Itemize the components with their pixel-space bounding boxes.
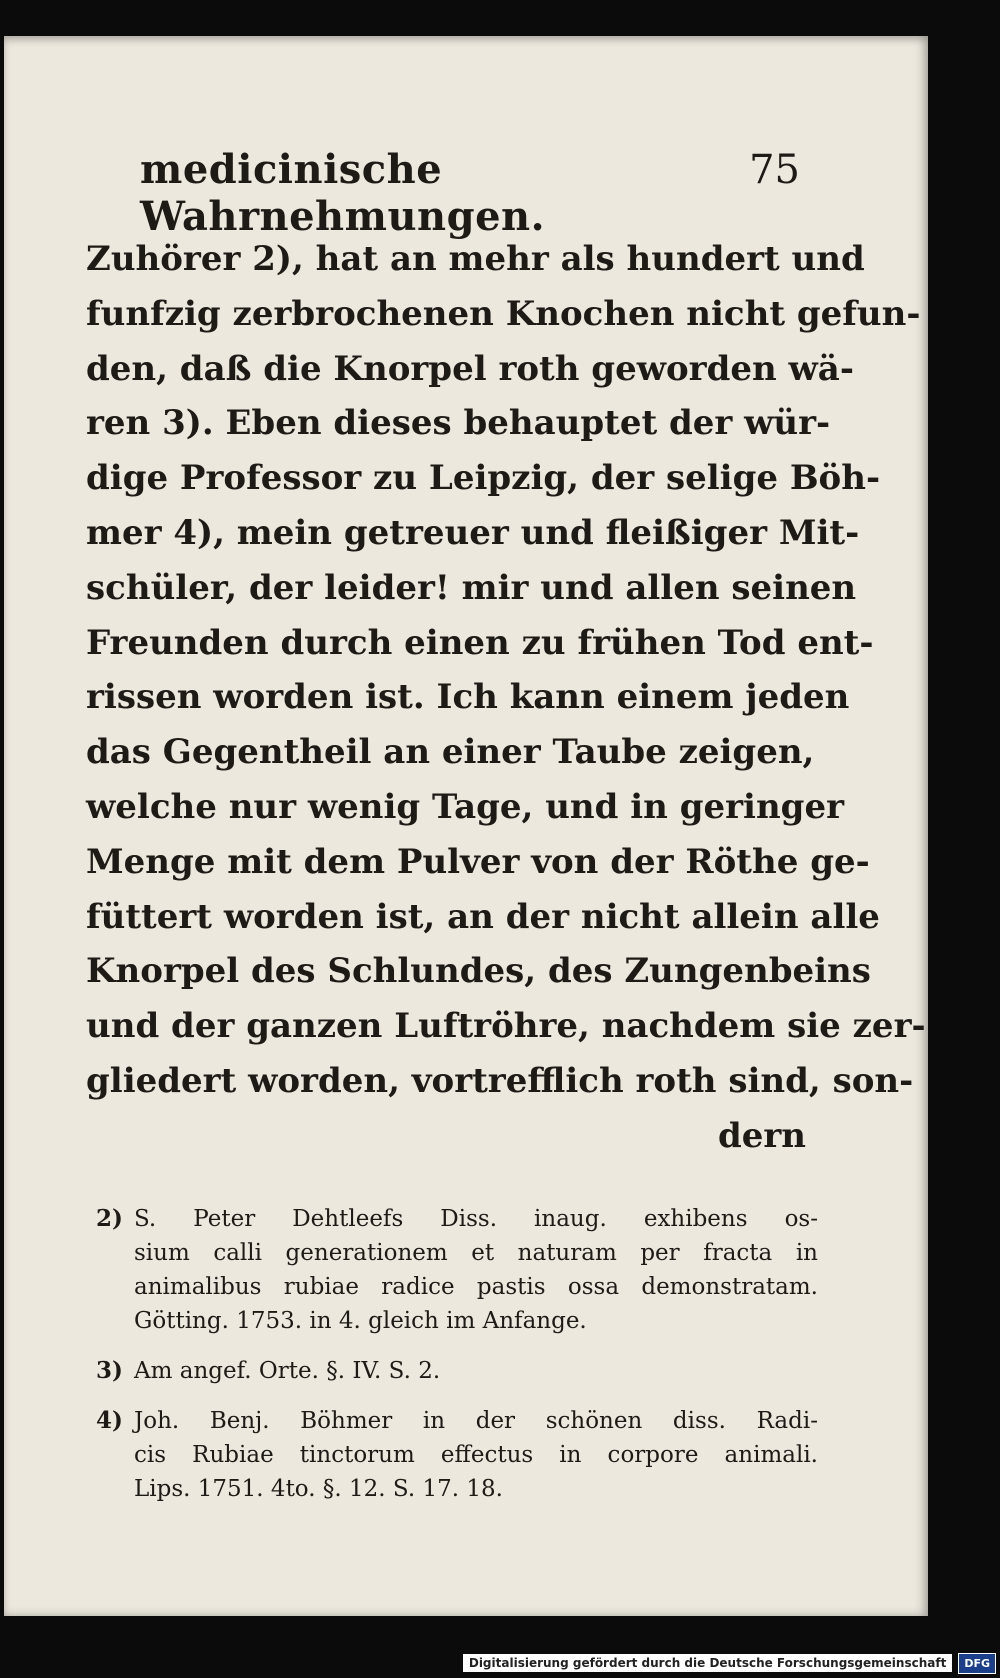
footnote-3	[96, 1354, 818, 1388]
footnote-text	[134, 1404, 818, 1506]
footnote-text	[134, 1202, 818, 1338]
book-page	[4, 36, 928, 1616]
footnote-line: sium calli generationem et naturam per fracta in	[134, 1240, 818, 1266]
text-line: schüler, der leider! mir und allen seinen	[86, 567, 857, 608]
footnote-line: S. Peter Dehtleefs Diss. inaug. exhibens os-	[134, 1206, 818, 1232]
funding-caption: Digitalisierung gefördert durch die Deutsche Forschungsgemeinschaft	[463, 1654, 952, 1672]
text-line: Freunden durch einen zu frühen Tod ent-	[86, 622, 874, 663]
text-line: mer 4), mein getreuer und fleißiger Mit-	[86, 512, 860, 553]
footnote-line: Lips. 1751. 4to. §. 12. S. 17. 18.	[134, 1476, 503, 1502]
footnote-line: cis Rubiae tinctorum effectus in corpore animali.	[134, 1442, 818, 1468]
text-line: Knorpel des Schlundes, des Zungenbeins	[86, 951, 871, 992]
footnote-line: animalibus rubiae radice pastis ossa demonstratam.	[134, 1274, 818, 1300]
text-line: gliedert worden, vortrefflich roth sind, son-	[86, 1060, 914, 1101]
footnote-line: Am angef. Orte. §. IV. S. 2.	[134, 1358, 441, 1384]
footnote-mark: 3)	[96, 1357, 123, 1384]
footnote-text	[134, 1354, 818, 1388]
text-line: Menge mit dem Pulver von der Röthe ge-	[86, 841, 870, 882]
footnotes	[96, 1202, 818, 1522]
running-title: medicinische Wahrnehmungen.	[140, 146, 546, 240]
text-line: ren 3). Eben dieses behauptet der wür-	[86, 403, 831, 444]
catchword: dern	[717, 1115, 806, 1156]
running-header	[140, 146, 800, 240]
text-line: dige Professor zu Leipzig, der selige Böh-	[86, 458, 881, 499]
footnote-4	[96, 1404, 818, 1506]
text-line: funfzig zerbrochenen Knochen nicht gefun-	[86, 293, 921, 334]
digitization-footer	[463, 1652, 996, 1674]
text-line: Zuhörer 2), hat an mehr als hundert und	[86, 239, 865, 279]
page-number: 75	[749, 147, 800, 193]
footnote-2	[96, 1202, 818, 1338]
text-line: das Gegentheil an einer Taube zeigen,	[86, 732, 815, 773]
footnote-mark: 4)	[96, 1407, 123, 1434]
text-line: welche nur wenig Tage, und in geringer	[86, 786, 844, 827]
text-line: füttert worden ist, an der nicht allein alle	[86, 896, 880, 937]
footnote-line: Götting. 1753. in 4. gleich im Anfange.	[134, 1308, 587, 1334]
dfg-logo: DFG	[958, 1653, 996, 1674]
main-text	[86, 232, 926, 1164]
footnote-mark: 2)	[96, 1205, 123, 1232]
text-line: rissen worden ist. Ich kann einem jeden	[86, 677, 850, 718]
text-line: den, daß die Knorpel roth geworden wä-	[86, 348, 854, 389]
text-line: und der ganzen Luftröhre, nachdem sie zer-	[86, 1006, 926, 1047]
footnote-line: Joh. Benj. Böhmer in der schönen diss. Radi-	[134, 1408, 818, 1434]
